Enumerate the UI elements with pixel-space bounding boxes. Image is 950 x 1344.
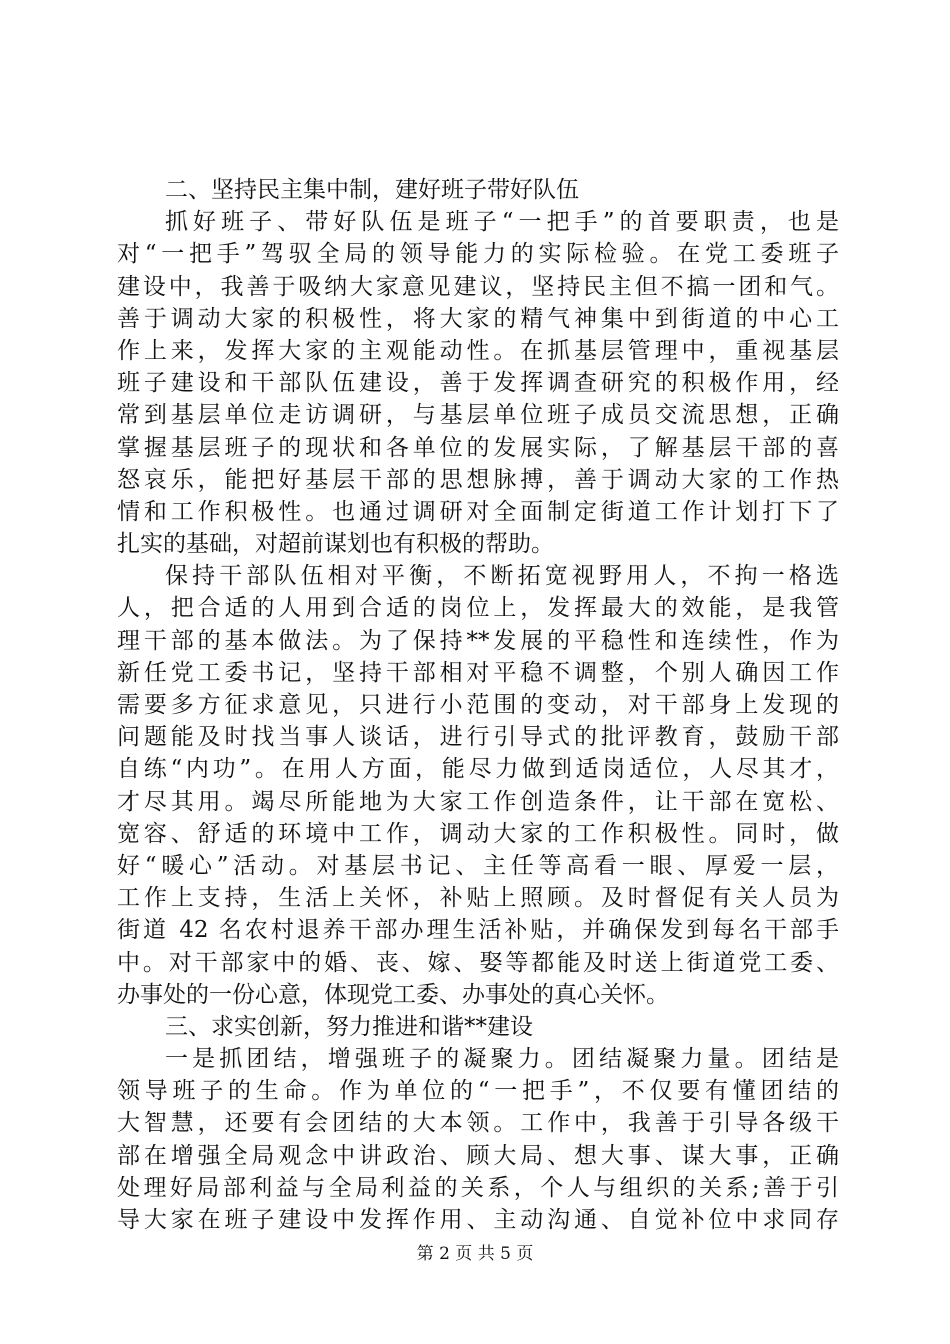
paragraph-line: 善于调动大家的积极性，将大家的精气神集中到街道的中心工	[117, 305, 839, 332]
paragraph-line: 工作上支持，生活上关怀，补贴上照顾。及时督促有关人员为	[117, 885, 839, 912]
paragraph-line: 领导班子的生命。作为单位的“一把手”，不仅要有懂团结的	[117, 1078, 839, 1105]
paragraph-line: 怒哀乐，能把好基层干部的思想脉搏，善于调动大家的工作热	[117, 466, 839, 493]
paragraph-line: 作上来，发挥大家的主观能动性。在抓基层管理中，重视基层	[117, 337, 839, 364]
paragraph-line: 保持干部队伍相对平衡，不断拓宽视野用人，不拘一格选	[165, 563, 839, 590]
paragraph-line: 建设中，我善于吸纳大家意见建议，坚持民主但不搞一团和气。	[117, 273, 839, 300]
section-heading: 二、坚持民主集中制，建好班子带好队伍	[165, 177, 579, 203]
paragraph-line: 人，把合适的人用到合适的岗位上，发挥最大的效能，是我管	[117, 595, 839, 622]
paragraph-line: 扎实的基础，对超前谋划也有积极的帮助。	[117, 531, 554, 558]
document-body	[117, 174, 839, 1236]
paragraph-line: 大智慧，还要有会团结的大本领。工作中，我善于引导各级干	[117, 1110, 839, 1137]
page-indicator: 第 2 页 共 5 页	[416, 1244, 534, 1264]
paragraph-line: 处理好局部利益与全局利益的关系，个人与组织的关系;善于引	[117, 1174, 839, 1201]
paragraph-line: 一是抓团结，增强班子的凝聚力。团结凝聚力量。团结是	[165, 1046, 839, 1073]
paragraph-line: 常到基层单位走访调研，与基层单位班子成员交流思想，正确	[117, 402, 839, 429]
paragraph-line: 班子建设和干部队伍建设，善于发挥调查研究的积极作用，经	[117, 370, 839, 397]
paragraph-line: 导大家在班子建设中发挥作用、主动沟通、自觉补位中求同存	[117, 1207, 839, 1233]
paragraph-line: 部在增强全局观念中讲政治、顾大局、想大事、谋大事，正确	[117, 1142, 839, 1169]
paragraph-line: 新任党工委书记，坚持干部相对平稳不调整，个别人确因工作	[117, 659, 839, 686]
paragraph-line: 办事处的一份心意，体现党工委、办事处的真心关怀。	[117, 981, 669, 1008]
paragraph-line: 抓好班子、带好队伍是班子“一把手”的首要职责，也是	[165, 209, 839, 236]
paragraph-line: 好“暖心”活动。对基层书记、主任等高看一眼、厚爱一层，	[117, 852, 839, 879]
paragraph-line: 掌握基层班子的现状和各单位的发展实际，了解基层干部的喜	[117, 434, 839, 461]
paragraph-line: 中。对干部家中的婚、丧、嫁、娶等都能及时送上街道党工委、	[117, 949, 839, 976]
paragraph-line: 对“一把手”驾驭全局的领导能力的实际检验。在党工委班子	[117, 241, 839, 268]
paragraph-line: 问题能及时找当事人谈话，进行引导式的批评教育，鼓励干部	[117, 724, 839, 751]
paragraph-line: 宽容、舒适的环境中工作，调动大家的工作积极性。同时，做	[117, 820, 839, 847]
paragraph-line: 自练“内功”。在用人方面，能尽力做到适岗适位，人尽其才，	[117, 756, 839, 783]
paragraph-line: 理干部的基本做法。为了保持**发展的平稳性和连续性，作为	[117, 627, 839, 654]
section-heading: 三、求实创新，努力推进和谐**建设	[165, 1013, 533, 1040]
page-footer	[0, 1242, 950, 1266]
paragraph-line: 街道 42 名农村退养干部办理生活补贴，并确保发到每名干部手	[117, 917, 839, 944]
paragraph-line: 情和工作积极性。也通过调研对全面制定街道工作计划打下了	[117, 498, 839, 525]
paragraph-line: 才尽其用。竭尽所能地为大家工作创造条件，让干部在宽松、	[117, 788, 839, 815]
paragraph-line: 需要多方征求意见，只进行小范围的变动，对干部身上发现的	[117, 692, 839, 718]
